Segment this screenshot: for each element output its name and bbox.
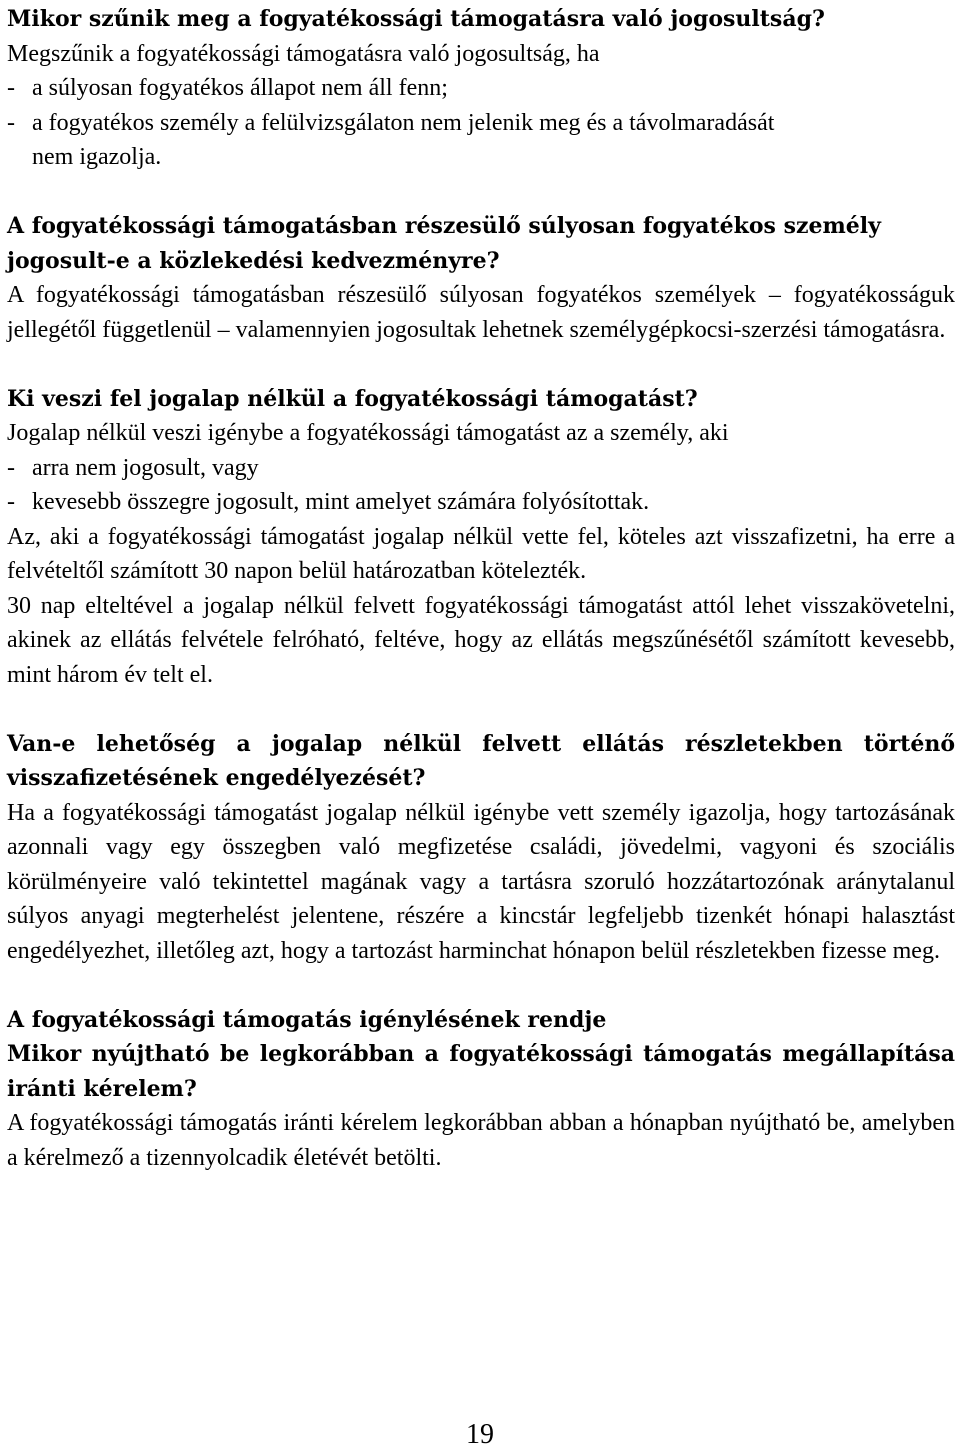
list-item: - a súlyosan fogyatékos állapot nem áll fenn; [7,75,448,101]
paragraph-repayment-obligation: Az, aki a fogyatékossági támogatást jogalap nélkül vette fel, köteles azt visszafizetni, ha erre a felvételtől számított 30 napon belül határozatban kötelezték. [7,523,955,584]
heading-transport-discount [7,209,955,278]
list-item-continuation: nem igazolja. [32,144,162,170]
paragraph-installment-repayment: Ha a fogyatékossági támogatást jogalap nélkül igénybe vett személy igazolja, hogy tartozásának azonnali vagy egy összegben való megfizetése családi, jövedelmi, vagyoni és szociális körülményeire való tekintettel magának vagy a tartásra szoruló hozzátartozónak aránytalanul súlyos anyagi megterhelést jelentene, részére a kincstár legfeljebb tizenkét hónapi halasztást engedélyezhet, illetőleg azt, hogy a tartozást harminchat hónapon belül részletekben fizesse meg. [7,799,955,964]
list-item-text: a fogyatékos személy a felülvizsgálaton nem jelenik meg és a távolmaradását [32,109,775,136]
list-item: - a fogyatékos személy a felülvizsgálaton nem jelenik meg és a távolmaradását [7,109,775,136]
list-item-text: arra nem jogosult, vagy [32,454,259,481]
page-number: 19 [466,1419,494,1450]
paragraph-termination-intro: Megszűnik a fogyatékossági támogatásra való jogosultság, ha [7,40,600,67]
section-title-application-procedure: A fogyatékossági támogatás igénylésének rendje [7,1006,607,1033]
heading-entitlement-termination: Mikor szűnik meg a fogyatékossági támogatásra való jogosultság? [7,6,825,32]
heading-line: jogosult-e a közlekedési kedvezményre? [7,247,500,274]
heading-earliest-application: Mikor nyújtható be legkorábban a fogyatékossági támogatás megállapítása iránti kérelem? [7,1041,955,1102]
list-item: - arra nem jogosult, vagy [7,454,259,481]
paragraph-earliest-application: A fogyatékossági támogatás iránti kérelem legkorábban abban a hónapban nyújtható be, amelyben a kérelmező a tizennyolcadik életévét betölti. [7,1110,955,1171]
heading-installment-repayment: Van-e lehetőség a jogalap nélkül felvett ellátás részletekben történő visszafizetésének engedélyezését? [7,730,955,791]
list-item-text: kevesebb összegre jogosult, mint amelyet számára folyósítottak. [32,489,650,515]
heading-line: A fogyatékossági támogatásban részesülő súlyosan fogyatékos személy [7,213,881,239]
paragraph-unlawful-intro: Jogalap nélkül veszi igénybe a fogyatékossági támogatást az a személy, aki [7,420,729,446]
heading-unlawful-receipt: Ki veszi fel jogalap nélkül a fogyatékossági támogatást? [7,385,698,412]
list-item: - kevesebb összegre jogosult, mint amelyet számára folyósítottak. [7,489,650,515]
document-page [7,2,955,1175]
paragraph-transport-discount: A fogyatékossági támogatásban részesülő súlyosan fogyatékos személyek – fogyatékosságuk jellegétől függetlenül – valamennyien jogosultak lehetnek személygépkocsi-szerzési támogatásra. [7,282,955,343]
list-item-text: a súlyosan fogyatékos állapot nem áll fenn; [32,75,448,101]
paragraph-reclaim-conditions: 30 nap elteltével a jogalap nélkül felvett fogyatékossági támogatást attól lehet visszakövetelni, akinek az ellátás felvétele felróható, feltéve, hogy az ellátás megszűnésétől számított kevesebb, mint három év telt el. [7,592,955,688]
